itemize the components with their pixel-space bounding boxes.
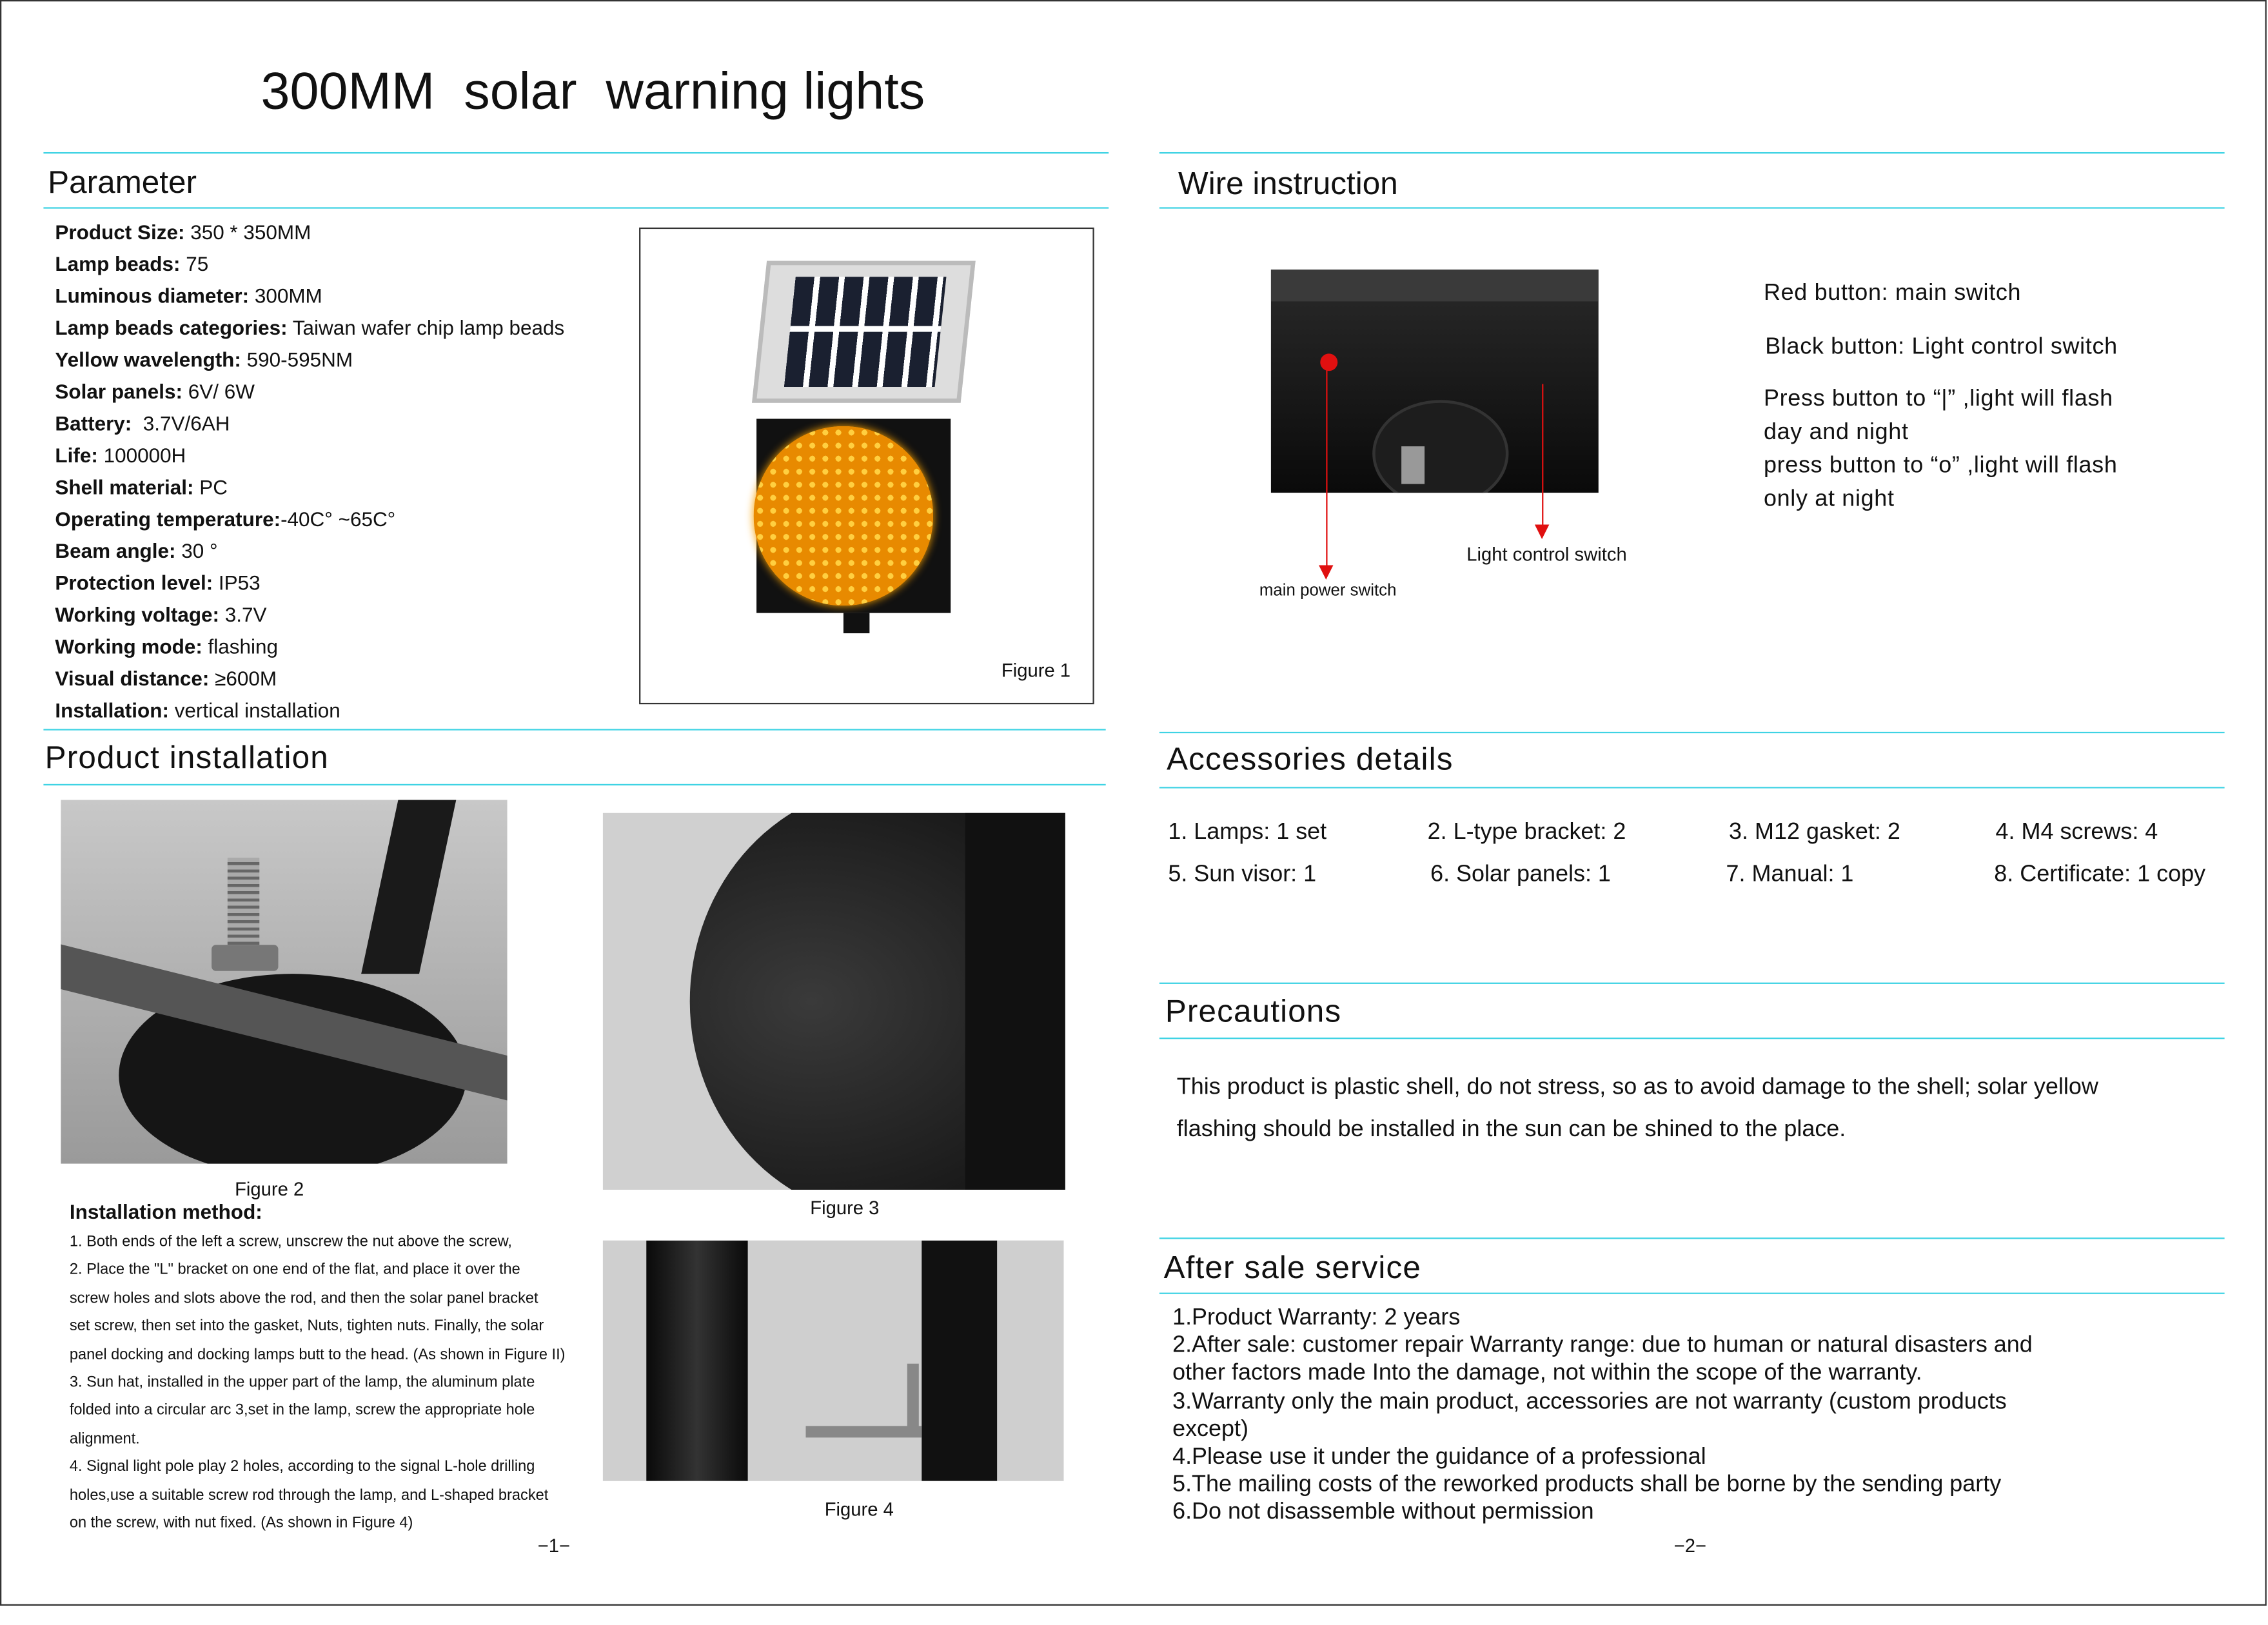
arrow-head-icon	[1319, 565, 1333, 579]
parameter-row	[55, 311, 564, 343]
rule	[43, 784, 1105, 785]
parameter-value: PC	[193, 475, 228, 499]
figure-3-caption: Figure 3	[810, 1197, 880, 1219]
wire-switch-image	[1271, 270, 1599, 493]
parameter-row	[55, 439, 564, 471]
main-power-label: main power switch	[1259, 582, 1397, 600]
installation-step-line: 2. Place the "L" bracket on one end of the flat, and place it over the	[69, 1261, 520, 1279]
parameter-label: Shell material:	[55, 475, 194, 499]
parameter-row	[55, 375, 564, 407]
after-sale-line: 2.After sale: customer repair Warranty range: due to human or natural disasters and	[1172, 1333, 2033, 1359]
after-sale-line: 4.Please use it under the guidance of a professional	[1172, 1444, 1706, 1470]
figure-4-image	[603, 1241, 1064, 1481]
figure-2-image	[61, 800, 507, 1164]
installation-step-line: panel docking and docking lamps butt to the head. (As shown in Figure II)	[69, 1345, 566, 1363]
parameter-heading: Parameter	[48, 163, 197, 201]
after-sale-heading: After sale service	[1163, 1249, 1422, 1286]
figure-4-caption: Figure 4	[824, 1498, 894, 1521]
parameter-value: 3.7V/6AH	[132, 411, 230, 435]
wire-text: Red button: main switch	[1763, 281, 2022, 306]
parameter-label: Lamp beads:	[55, 252, 181, 275]
installation-step-line: folded into a circular arc 3,set in the lamp, screw the appropriate hole	[69, 1402, 535, 1420]
parameter-row	[55, 662, 564, 694]
page-number-1: −1−	[537, 1534, 571, 1557]
parameter-row	[55, 503, 564, 535]
parameter-row	[55, 471, 564, 502]
parameter-value: 300MM	[249, 284, 322, 308]
accessories-heading: Accessories details	[1167, 740, 1454, 777]
figure-2-caption: Figure 2	[235, 1178, 304, 1200]
parameter-label: Visual distance:	[55, 666, 210, 690]
installation-steps	[70, 1229, 606, 1539]
installation-step-line: set screw, then set into the gasket, Nuts, tighten nuts. Finally, the solar	[69, 1317, 544, 1335]
wire-text: day and night	[1763, 420, 1909, 445]
parameter-row	[55, 598, 564, 630]
accessory-item: 4. M4 screws: 4	[1995, 820, 2158, 845]
after-sale-line: except)	[1172, 1417, 1248, 1442]
parameter-value: flashing	[202, 635, 279, 658]
rule	[1159, 983, 2225, 984]
wire-text: press button to “o” ,light will flash	[1763, 453, 2118, 478]
document-title: 300MM solar warning lights	[261, 61, 925, 121]
figure-3-image	[603, 813, 1065, 1190]
after-sale-line: 3.Warranty only the main product, accessories are not warranty (custom products	[1172, 1389, 2007, 1414]
rule	[1159, 1038, 2225, 1039]
solar-panel-image	[752, 261, 976, 403]
parameter-value: -40C° ~65C°	[281, 507, 396, 531]
parameter-label: Installation:	[55, 698, 169, 722]
rule	[1159, 1293, 2225, 1294]
parameter-value: 75	[180, 252, 209, 275]
arrow-light	[1542, 384, 1543, 529]
installation-step-line: on the screw, with nut fixed. (As shown in Figure 4)	[69, 1514, 413, 1532]
wire-text: Press button to “|” ,light will flash	[1763, 387, 2113, 412]
accessory-item: 8. Certificate: 1 copy	[1994, 862, 2206, 887]
parameter-value: 100000H	[97, 443, 186, 467]
rule	[1159, 1237, 2225, 1239]
parameter-row	[55, 631, 564, 662]
parameter-row	[55, 248, 564, 279]
arrow-main	[1326, 367, 1327, 570]
light-control-label: Light control switch	[1466, 543, 1627, 566]
accessory-item: 7. Manual: 1	[1726, 862, 1854, 887]
installation-step-line: screw holes and slots above the rod, and then the solar panel bracket	[69, 1289, 538, 1307]
parameter-label: Product Size:	[55, 220, 185, 244]
parameter-label: Operating temperature:	[55, 507, 281, 531]
figure-1	[639, 228, 1094, 704]
parameter-label: Battery:	[55, 411, 132, 435]
accessory-item: 5. Sun visor: 1	[1168, 862, 1317, 887]
installation-heading: Product installation	[44, 739, 329, 776]
wire-text: only at night	[1763, 487, 1895, 512]
parameter-label: Beam angle:	[55, 538, 176, 562]
parameter-label: Solar panels:	[55, 379, 182, 403]
after-sale-line: other factors made Into the damage, not within the scope of the warranty.	[1172, 1361, 1922, 1386]
rule	[1159, 732, 2225, 733]
warning-lamp-image	[756, 419, 951, 613]
installation-step-line: 4. Signal light pole play 2 holes, according to the signal L-hole drilling	[69, 1458, 535, 1476]
parameter-value: IP53	[213, 571, 261, 595]
parameter-row	[55, 280, 564, 311]
parameter-value: 3.7V	[219, 602, 267, 626]
parameter-label: Working mode:	[55, 635, 202, 658]
rule	[1159, 207, 2225, 208]
installation-step-line: 3. Sun hat, installed in the upper part of the lamp, the aluminum plate	[69, 1374, 535, 1392]
wire-heading: Wire instruction	[1178, 165, 1398, 202]
after-sale-line: 6.Do not disassemble without permission	[1172, 1500, 1594, 1526]
after-sale-line: 5.The mailing costs of the reworked products shall be borne by the sending party	[1172, 1472, 2002, 1497]
rule	[43, 729, 1105, 730]
parameter-value: 350 * 350MM	[184, 220, 311, 244]
parameter-label: Lamp beads categories:	[55, 315, 288, 339]
parameter-label: Working voltage:	[55, 602, 220, 626]
parameter-row	[55, 535, 564, 566]
installation-method-title: Installation method:	[69, 1199, 262, 1223]
parameter-label: Luminous diameter:	[55, 284, 250, 308]
arrow-head-icon	[1535, 525, 1549, 539]
installation-step-line: alignment.	[69, 1430, 140, 1448]
rule	[1159, 787, 2225, 788]
accessory-item: 1. Lamps: 1 set	[1168, 820, 1327, 845]
page-number-2: −2−	[1673, 1534, 1707, 1557]
rule	[43, 207, 1109, 208]
wire-text: Black button: Light control switch	[1765, 335, 2118, 360]
parameter-label: Protection level:	[55, 571, 213, 595]
precautions-heading: Precautions	[1165, 992, 1342, 1029]
parameter-value: Taiwan wafer chip lamp beads	[287, 315, 565, 339]
rule	[1159, 152, 2225, 153]
parameter-row	[55, 407, 564, 438]
parameter-value: 6V/ 6W	[182, 379, 255, 403]
precaution-text: This product is plastic shell, do not stress, so as to avoid damage to the shell; solar yellow	[1176, 1075, 2098, 1100]
parameter-value: 590-595NM	[241, 348, 353, 371]
accessory-item: 3. M12 gasket: 2	[1729, 820, 1900, 845]
accessory-item: 2. L-type bracket: 2	[1427, 820, 1626, 845]
parameter-value: vertical installation	[168, 698, 340, 722]
parameter-value: ≥600M	[209, 666, 277, 690]
parameter-row	[55, 344, 564, 375]
installation-step-line: 1. Both ends of the left a screw, unscrew the nut above the screw,	[69, 1233, 512, 1251]
after-sale-line: 1.Product Warranty: 2 years	[1172, 1305, 1461, 1331]
parameter-row	[55, 567, 564, 598]
after-sale-list	[1172, 1305, 2187, 1527]
parameter-label: Life:	[55, 443, 98, 467]
parameter-list	[55, 216, 564, 726]
figure-1-caption: Figure 1	[1001, 659, 1071, 682]
parameter-row	[55, 694, 564, 725]
rule	[43, 152, 1109, 153]
parameter-label: Yellow wavelength:	[55, 348, 241, 371]
precaution-text: flashing should be installed in the sun can be shined to the place.	[1176, 1117, 1846, 1142]
accessory-item: 6. Solar panels: 1	[1430, 862, 1611, 887]
installation-step-line: holes,use a suitable screw rod through the lamp, and L-shaped bracket	[69, 1486, 549, 1504]
parameter-value: 30 °	[175, 538, 218, 562]
parameter-row	[55, 216, 564, 248]
